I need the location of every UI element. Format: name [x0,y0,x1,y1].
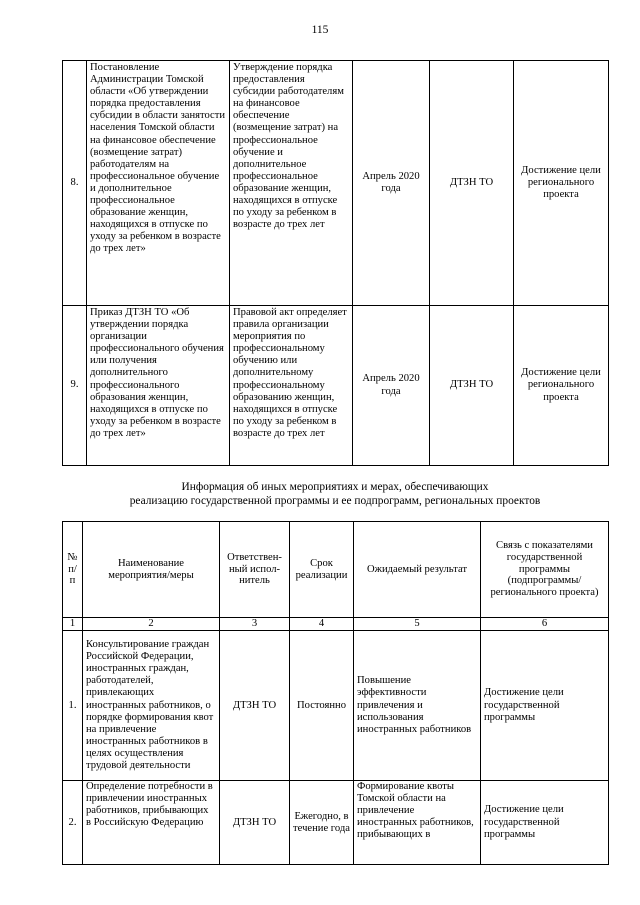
column-number: 6 [481,618,609,631]
column-number: 4 [290,618,354,631]
header-result: Ожидаемый результат [354,522,481,618]
column-number: 3 [220,618,290,631]
header-link: Связь с показателями государственной программы (подпрограммы/ регионального проекта) [481,522,609,618]
column-numbers-row [63,618,609,631]
expected-result-text: Формирование квоты Томской области на привлечение иностранных работников, прибывающих в [357,781,474,841]
section-heading-line: Информация об иных мероприятиях и мерах, обеспечивающих [181,481,489,493]
responsible: ДТЗН ТО [430,61,514,306]
link-to-indicators: Достижение цели регионального проекта [514,306,609,466]
column-number: 1 [63,618,83,631]
link-to-indicators: Достижение цели регионального проекта [514,61,609,306]
responsible: ДТЗН ТО [220,631,290,781]
row-number: 2. [63,781,83,865]
section-heading [62,480,608,508]
section-heading-line: реализацию государственной программы и ее подпрограмм, региональных проектов [129,495,541,507]
expected-result [354,781,481,865]
document-name: Постановление Администрации Томской области «Об утверждении порядка предоставления субсидии в области занятости населения Томской области на финансовое обеспечение (возмещение затрат) работодателям на профессиональное обучение и дополнительное профессиональное образование женщин, находящихся в отпуске по уходу за ребенком в возрасте до трех лет» [87,61,230,306]
term: Постоянно [290,631,354,781]
header-responsible: Ответствен-ный испол-нитель [220,522,290,618]
row-number: 1. [63,631,83,781]
link-to-indicators: Достижение цели государственной программы [481,781,609,865]
table-row [63,306,609,466]
header-num: № п/п [63,522,83,618]
expected-result: Повышение эффективности привлечения и использования иностранных работников [354,631,481,781]
table-row [63,61,609,306]
responsible: ДТЗН ТО [220,781,290,865]
term: Апрель 2020 года [353,61,430,306]
row-number: 9. [63,306,87,466]
document-content: Правовой акт определяет правила организации мероприятия по профессиональному обучению или дополнительному профессиональному образованию женщин, находящихся в отпуске по уходу за ребенком в возрасте до трех лет [230,306,353,466]
term: Апрель 2020 года [353,306,430,466]
document-name: Приказ ДТЗН ТО «Об утверждении порядка организации профессионального обучения или получения дополнительного профессионального образования женщин, находящихся в отпуске по уходу за ребенком в возрасте до трех лет» [87,306,230,466]
plan-table-continued [62,60,609,466]
document-content: Утверждение порядка предоставления субсидии работодателям на финансовое обеспечение (возмещение затрат) на профессиональное обучение и дополнительное профессиональное образование женщин, находящихся в отпуске по уходу за ребенком в возрасте до трех лет [230,61,353,306]
table-row [63,781,609,865]
responsible: ДТЗН ТО [430,306,514,466]
measure-name: Консультирование граждан Российской Федерации, иностранных граждан, работодателей, привлекающих иностранных работников, о порядке формирования квот на привлечение иностранных работников в целях осуществления трудовой деятельности [83,631,220,781]
measures-table [62,521,609,865]
column-number: 5 [354,618,481,631]
link-to-indicators: Достижение цели государственной программы [481,631,609,781]
header-term: Срок реализации [290,522,354,618]
term: Ежегодно, в течение года [290,781,354,865]
table-row [63,631,609,781]
header-row [63,522,609,618]
column-number: 2 [83,618,220,631]
measure-name [83,781,220,865]
row-number: 8. [63,61,87,306]
page-number: 115 [311,24,329,36]
header-name: Наименование мероприятия/меры [83,522,220,618]
measure-name-text: Определение потребности в привлечении иностранных работников, прибывающих в Российскую Федерацию [86,781,213,829]
